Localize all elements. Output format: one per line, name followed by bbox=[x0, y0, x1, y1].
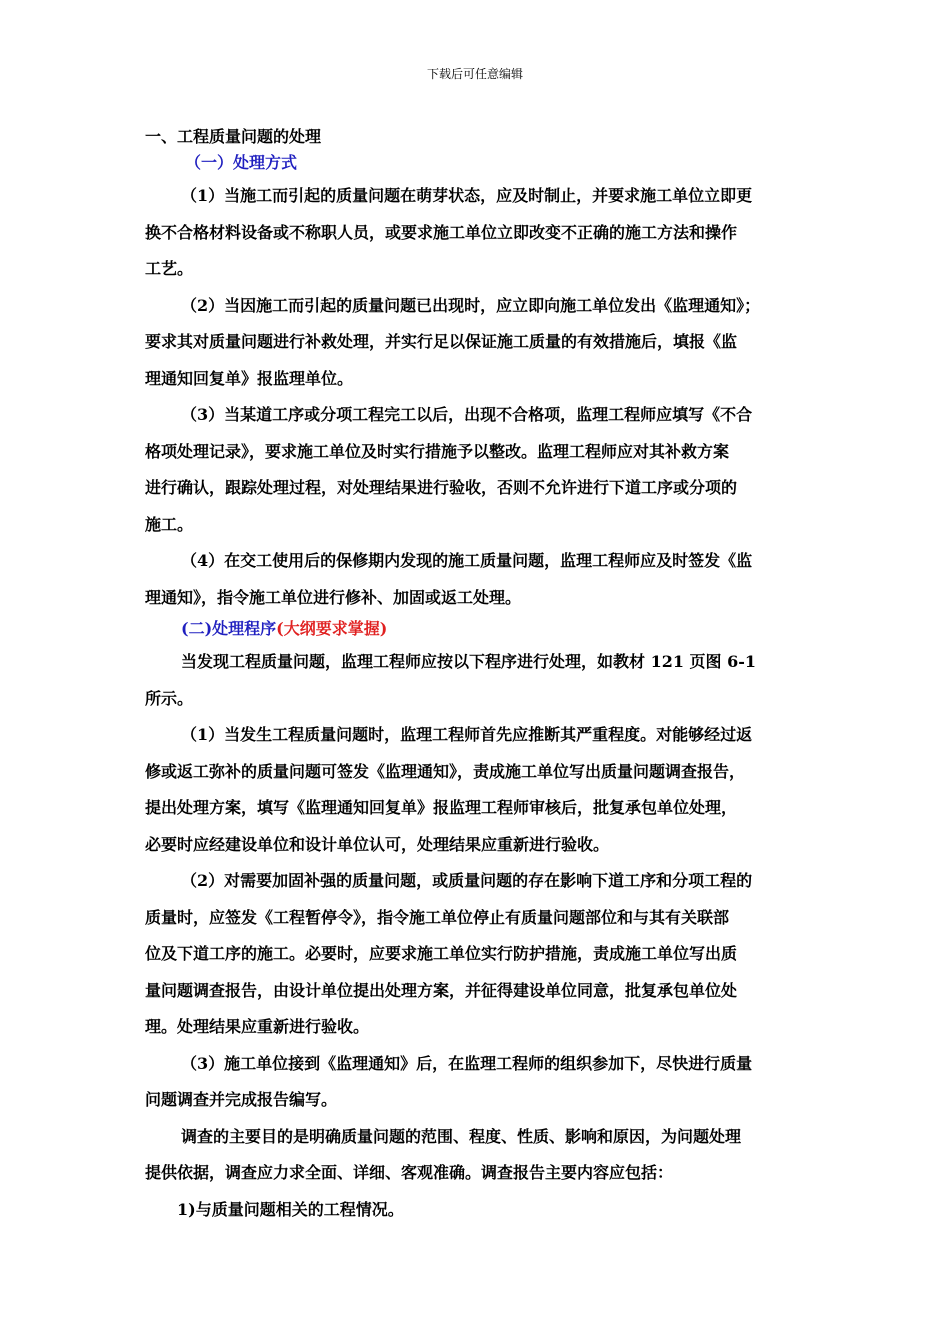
paragraph-line: 换不合格材料设备或不称职人员，或要求施工单位立即改变不正确的施工方法和操作 bbox=[145, 222, 738, 242]
paragraph-3 bbox=[145, 397, 805, 543]
paragraph-line: 提供依据，调查应力求全面、详细、客观准确。调查报告主要内容应包括： bbox=[145, 1163, 674, 1182]
paragraph-line: 位及下道工序的施工。必要时，应要求施工单位实行防护措施，责成施工单位写出质 bbox=[145, 944, 738, 963]
paragraph-line: 所示。 bbox=[145, 688, 194, 708]
paragraph-line: 调查的主要目的是明确质量问题的范围、程度、性质、影响和原因，为问题处理 bbox=[181, 1126, 742, 1146]
paragraph-line: （1）当发生工程质量问题时，监理工程师首先应推断其严重程度。对能够经过返 bbox=[181, 725, 753, 744]
paragraph-line: （2）对需要加固补强的质量问题，或质量问题的存在影响下道工序和分项工程的 bbox=[181, 871, 753, 890]
page-header: 下载后可任意编辑 bbox=[426, 67, 523, 81]
paragraph-line: 进行确认，跟踪处理过程，对处理结果进行验收，否则不允许进行下道工序或分项的 bbox=[145, 478, 738, 497]
paragraph-line: 施工。 bbox=[145, 514, 194, 534]
paragraph-4 bbox=[145, 543, 805, 616]
paragraph-7 bbox=[145, 863, 805, 1046]
paragraph-line: （3）当某道工序或分项工程完工以后，出现不合格项，监理工程师应填写《不合 bbox=[181, 405, 753, 424]
paragraph-5 bbox=[145, 644, 805, 717]
paragraph-line: 工艺。 bbox=[145, 259, 194, 278]
paragraph-line: （4）在交工使用后的保修期内发现的施工质量问题，监理工程师应及时签发《监 bbox=[181, 551, 753, 570]
paragraph-line: 提出处理方案，填写《监理通知回复单》报监理工程师审核后，批复承包单位处理， bbox=[145, 798, 738, 817]
subsection-heading-1: （一）处理方式 bbox=[185, 153, 298, 172]
paragraph-line: 问题调查并完成报告编写。 bbox=[145, 1090, 338, 1109]
paragraph-line: 当发现工程质量问题，监理工程师应按以下程序进行处理，如教材 121 页图 6-1 bbox=[181, 652, 757, 671]
requirement-note: (大纲要求掌握) bbox=[276, 619, 388, 638]
document-body bbox=[145, 124, 805, 1228]
paragraph-9 bbox=[145, 1119, 805, 1192]
paragraph-line: 理通知回复单》报监理单位。 bbox=[145, 368, 354, 388]
paragraph-2 bbox=[145, 288, 805, 398]
paragraph-line: 必要时应经建设单位和设计单位认可，处理结果应重新进行验收。 bbox=[145, 834, 610, 854]
paragraph-line: （1）当施工而引起的质量问题在萌芽状态，应及时制止，并要求施工单位立即更 bbox=[181, 186, 753, 205]
paragraph-10 bbox=[145, 1192, 805, 1229]
paragraph-line: （3）施工单位接到《监理通知》后，在监理工程师的组织参加下，尽快进行质量 bbox=[181, 1053, 753, 1073]
section-title: 一、工程质量问题的处理 bbox=[145, 127, 322, 146]
paragraph-line: 质量时，应签发《工程暂停令》，指令施工单位停止有质量问题部位和与其有关联部 bbox=[145, 907, 730, 927]
subsection-heading-2 bbox=[145, 616, 805, 642]
subsection-heading-2-text: (二)处理程序 bbox=[181, 619, 277, 638]
paragraph-line: 理。处理结果应重新进行验收。 bbox=[145, 1017, 370, 1036]
paragraph-line: 修或返工弥补的质量问题可签发《监理通知》，责成施工单位写出质量问题调查报告， bbox=[145, 761, 746, 781]
paragraph-line: 1)与质量问题相关的工程情况。 bbox=[177, 1199, 404, 1219]
paragraph-1 bbox=[145, 178, 805, 288]
paragraph-line: 理通知》，指令施工单位进行修补、加固或返工处理。 bbox=[145, 587, 522, 607]
paragraph-6 bbox=[145, 717, 805, 863]
paragraph-8 bbox=[145, 1046, 805, 1119]
paragraph-line: （2）当因施工而引起的质量问题已出现时，应立即向施工单位发出《监理通知》； bbox=[181, 295, 761, 315]
paragraph-line: 要求其对质量问题进行补救处理，并实行足以保证施工质量的有效措施后，填报《监 bbox=[145, 332, 738, 351]
paragraph-line: 量问题调查报告，由设计单位提出处理方案，并征得建设单位同意，批复承包单位处 bbox=[145, 980, 738, 1000]
paragraph-line: 格项处理记录》，要求施工单位及时实行措施予以整改。监理工程师应对其补救方案 bbox=[145, 441, 730, 461]
